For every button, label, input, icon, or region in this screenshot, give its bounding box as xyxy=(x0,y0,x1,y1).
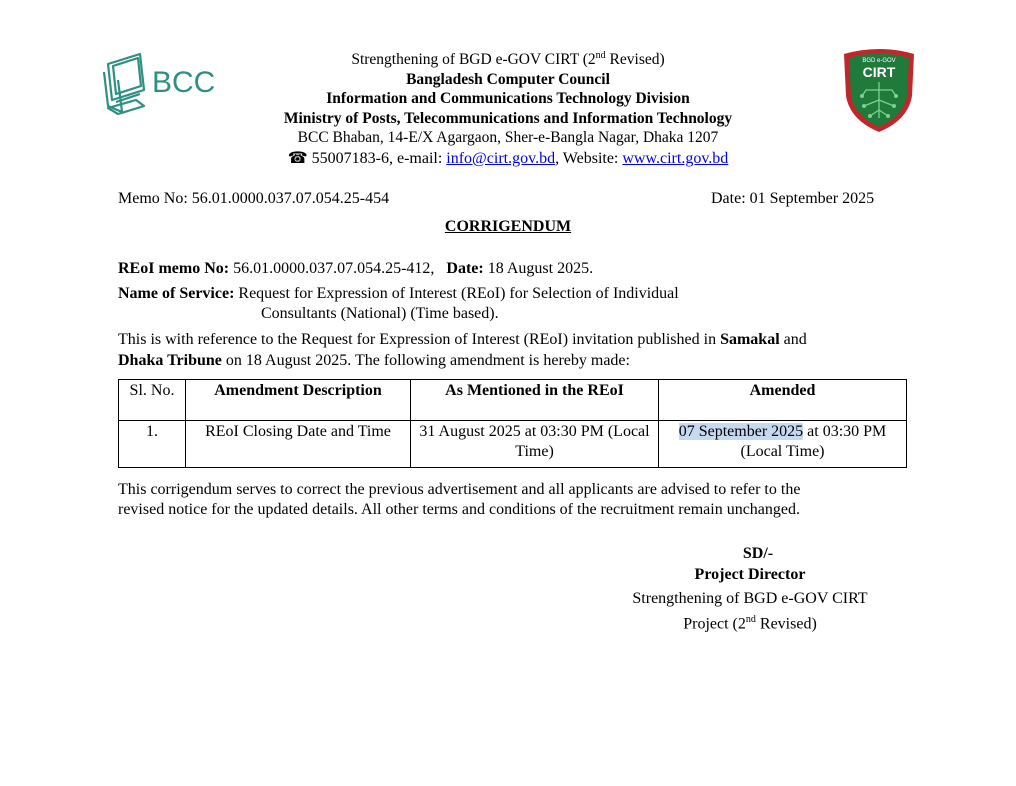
newspaper-dhaka-tribune: Dhaka Tribune xyxy=(118,352,222,369)
intro-line-2 xyxy=(118,351,630,371)
project-line xyxy=(200,46,816,70)
project-line-prefix: Strengthening of BGD e-GOV CIRT (2 xyxy=(351,51,596,69)
office-address: BCC Bhaban, 14-E/X Agargaon, Sher-e-Bangla Nagar, Dhaka 1207 xyxy=(297,129,719,147)
website-link[interactable]: www.cirt.gov.bd xyxy=(622,149,729,167)
contact-line xyxy=(200,149,816,169)
header-description: Amendment Description xyxy=(186,380,411,421)
header-amended: Amended xyxy=(659,380,907,421)
signature-project-1: Strengthening of BGD e-GOV CIRT xyxy=(632,590,868,607)
cell-description: REoI Closing Date and Time xyxy=(186,421,411,468)
division-name: Information and Communications Technology Division xyxy=(326,90,690,108)
cell-sl: 1. xyxy=(119,421,186,468)
signature-project-2-sup: nd xyxy=(745,614,756,625)
intro-part-2: on 18 August 2025. The following amendment is hereby made: xyxy=(221,352,630,369)
amendment-table xyxy=(118,379,907,468)
header-mentioned: As Mentioned in the REoI xyxy=(411,380,659,421)
cell-mentioned: 31 August 2025 at 03:30 PM (Local Time) xyxy=(411,421,659,468)
reoi-memo-value: 56.01.0000.037.07.054.25-412, xyxy=(229,260,435,277)
service-line-1 xyxy=(118,284,679,304)
phone-number: 55007183-6 xyxy=(311,149,389,167)
cirt-logo xyxy=(840,46,918,134)
cirt-logo-text: CIRT xyxy=(862,64,896,80)
memo-number: Memo No: 56.01.0000.037.07.054.25-454 xyxy=(118,190,390,207)
project-line-sup: nd xyxy=(595,50,606,61)
header-sl: Sl. No. xyxy=(119,380,186,421)
signature-project-2-prefix: Project (2 xyxy=(683,615,746,633)
cirt-top-text: BGD e-GOV xyxy=(862,58,896,64)
website-label: , Website: xyxy=(555,149,623,167)
bcc-logo-text: BCC xyxy=(152,66,216,99)
reoi-date-value: 18 August 2025. xyxy=(483,260,594,277)
page-title: CORRIGENDUM xyxy=(444,218,572,235)
signature-sd: SD/- xyxy=(742,545,774,562)
service-text-1: Request for Expression of Interest (REoI) for Selection of Individual xyxy=(234,285,679,302)
signature-designation: Project Director xyxy=(694,566,806,583)
cell-amended xyxy=(659,421,907,468)
email-link[interactable]: info@cirt.gov.bd xyxy=(446,149,556,167)
intro-line-1 xyxy=(118,330,807,350)
service-text-2: Consultants (National) (Time based). xyxy=(261,305,499,322)
signature-project-2 xyxy=(600,609,900,634)
newspaper-samakal: Samakal xyxy=(720,331,780,348)
table-row xyxy=(119,421,907,468)
intro-and: and xyxy=(779,331,807,348)
intro-part-1: This is with reference to the Request for Expression of Interest (REoI) invitation published in xyxy=(118,331,721,348)
signature-block xyxy=(600,543,900,634)
email-label: , e-mail: xyxy=(388,149,447,167)
reoi-memo-line xyxy=(118,259,593,279)
amended-rest: at 03:30 PM (Local Time) xyxy=(740,423,887,460)
table-header-row xyxy=(119,380,907,421)
closing-line-1: This corrigendum serves to correct the previous advertisement and all applicants are advised to refer to the xyxy=(118,481,801,498)
memo-date: Date: 01 September 2025 xyxy=(711,190,875,207)
letterhead xyxy=(200,46,816,168)
amended-highlight[interactable]: 07 September 2025 xyxy=(678,423,804,440)
ministry-name: Ministry of Posts, Telecommunications and Information Technology xyxy=(283,109,733,127)
council-name: Bangladesh Computer Council xyxy=(406,70,610,88)
signature-project-2-suffix: Revised) xyxy=(755,615,817,633)
reoi-memo-label: REoI memo No: xyxy=(118,260,230,277)
closing-line-2: revised notice for the updated details. All other terms and conditions of the recruitment remain unchanged. xyxy=(118,501,801,518)
reoi-date-label: Date: xyxy=(446,260,484,277)
project-line-suffix: Revised) xyxy=(605,51,665,69)
service-label: Name of Service: xyxy=(118,285,235,302)
phone-icon: ☎ xyxy=(287,149,308,167)
cirt-shield-icon xyxy=(840,46,918,134)
